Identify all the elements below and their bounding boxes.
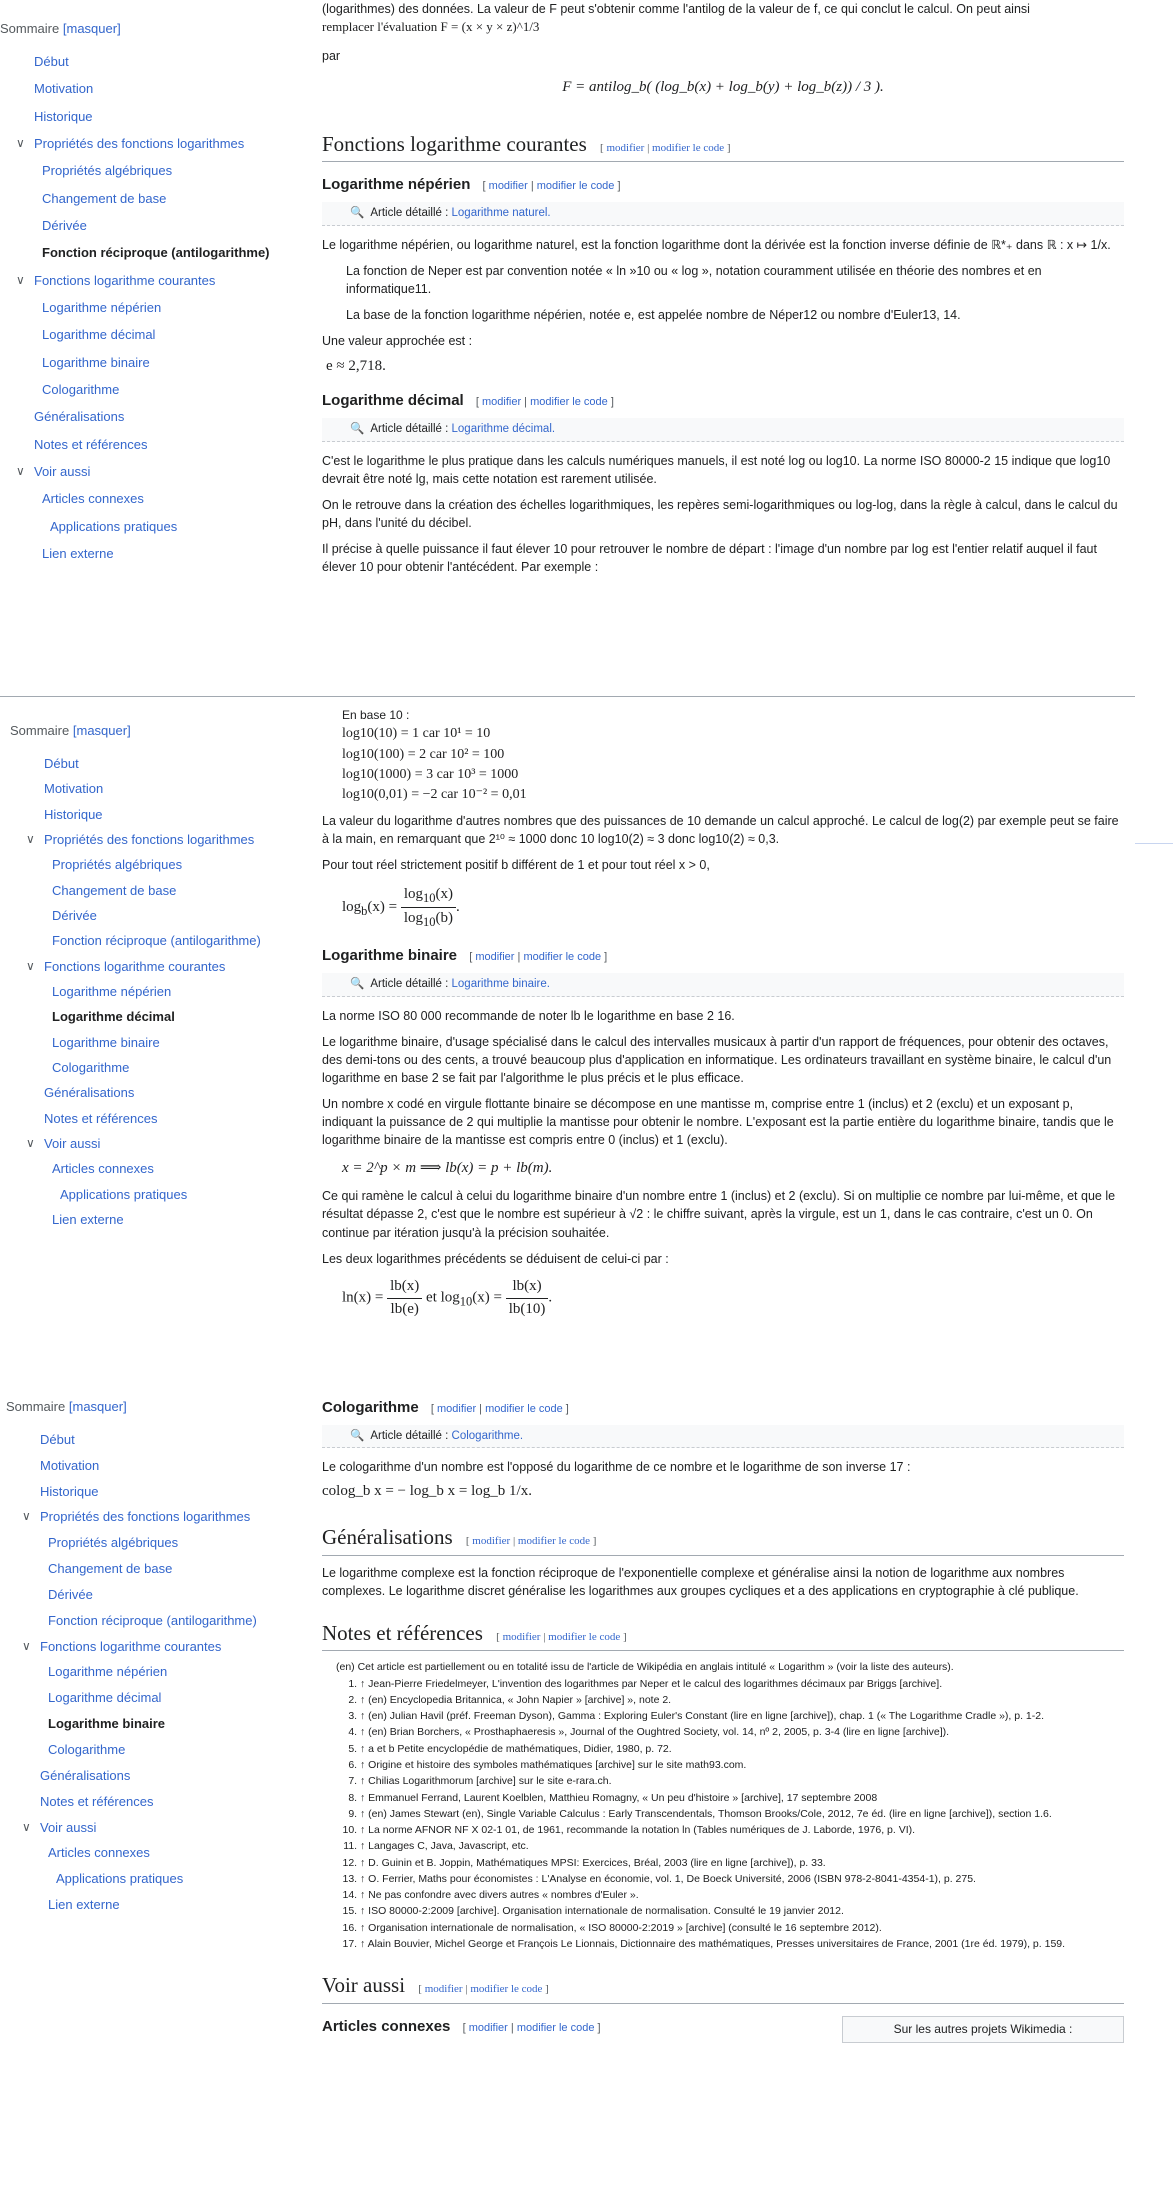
toc-entry [0,436,300,455]
toc-entry [10,958,310,977]
edit-code-link[interactable]: modifier le code [523,951,602,964]
toc-link[interactable]: Motivation [40,1457,100,1473]
toc-entry [10,1008,310,1027]
reference-item: 17. ↑ Alain Bouvier, Michel George et François Le Lionnais, Dictionnaire des mathématiques, Presses universitaires de France, 2001 (1re éd. 1979), p. 159. [360,1936,1124,1952]
paragraph: La valeur du logarithme d'autres nombres que des puissances de 10 demande un calcul approché. Le calcul de log(2) par exemple peut se faire à la main, en remarquant que 2¹⁰ ≈ 1000 donc 10 log10(2) ≈ 3 donc log10(2) ≈ 0,3. [322,813,1119,846]
toc-header [0,20,300,39]
edit-code-link[interactable]: modifier le code [470,1983,543,1996]
chevron-down-icon[interactable]: ∨ [16,464,25,478]
toc-link[interactable]: Historique [40,1483,99,1499]
toc-link[interactable]: Dérivée [52,907,97,923]
toc-entry [10,1110,310,1129]
toc-entry [6,1767,306,1786]
edit-code-link[interactable]: modifier le code [485,1403,563,1415]
toc-link[interactable]: Logarithme binaire [48,1716,166,1732]
content-panel-3 [322,1397,1124,2046]
toc-list [10,755,310,1230]
edit-code-link[interactable]: modifier le code [530,396,608,409]
toc-link[interactable]: Lien externe [42,546,114,562]
toc-link[interactable]: Logarithme népérien [42,299,162,315]
e-value: e ≈ 2,718. [326,358,386,375]
toc-toggle-button[interactable]: [masquer] [62,21,121,36]
reference-items [336,1676,1124,1953]
toc-entry [10,780,310,799]
reference-item: 7. ↑ Chilias Logarithmorum [archive] sur le site e-rara.ch. [360,1773,1124,1789]
magnifier-icon: 🔍 [350,1429,365,1442]
toc-link[interactable]: Propriétés des fonctions logarithmes [34,135,245,151]
reference-item: 11. ↑ Langages C, Java, Javascript, etc. [360,1838,1124,1854]
reference-item: 14. ↑ Ne pas confondre avec divers autres « nombres d'Euler ». [360,1887,1124,1903]
binary-formula: x = 2^p × m ⟹ lb(x) = p + lb(m). [342,1159,553,1176]
reference-item: 1. ↑ Jean-Pierre Friedelmeyer, L'invention des logarithmes par Neper et le calcul des logarithmes décimaux par Briggs [archive]. [360,1676,1124,1692]
detailed-article: 🔍 Article détaillé : Logarithme naturel. [322,202,1124,226]
content-panel-2 [322,707,1124,1320]
toc-link[interactable]: Logarithme binaire [42,354,150,370]
toc-link[interactable]: Fonction réciproque (antilogarithme) [48,1612,257,1628]
toc-link[interactable]: Changement de base [42,190,167,206]
toc-entry [10,1084,310,1103]
toc-link[interactable]: Applications pratiques [60,1186,188,1202]
chevron-down-icon[interactable]: ∨ [22,1638,31,1653]
edit-link[interactable]: modifier [475,951,515,964]
wikimedia-projects-box: Sur les autres projets Wikimedia : [842,2016,1124,2043]
section-heading-general: Généralisations [ modifier | modifier le code ] [322,1522,1124,1555]
toc-link[interactable]: Applications pratiques [50,518,178,534]
toc-entry [0,272,300,291]
paragraph: On le retrouve dans la création des échelles logarithmiques, les repères semi-logarithmiques ou log-log, dans la règle à calcul, dans le calcul du pH, dans l'unité du décibel. [322,497,1118,530]
paragraph: Un nombre x codé en virgule flottante binaire se décompose en une mantisse m, comprise entre 1 (inclus) et 2 (exclu) et un exposant p, indiquant la puissance de 2 qui multiplie la mantisse pour obtenir le nombre. L'exposant est la partie entière du logarithme binaire, tandis que le logarithme binaire de la mantisse est compris entre 0 (inclus) et 1 (exclu). [322,1097,1114,1148]
toc-title: Sommaire [0,21,60,36]
toc-entry [0,408,300,427]
edit-link[interactable]: modifier [606,141,645,154]
paragraph: Le logarithme népérien, ou logarithme naturel, est la fonction logarithme dont la dérivée est la fonction inverse définie de ℝ*₊ dans ℝ : x ↦ 1/x. [322,237,1111,252]
edit-code-link[interactable]: modifier le code [536,180,615,193]
section-heading-notes: Notes et références [ modifier | modifier le code ] [322,1618,1124,1651]
intro-par: par [322,48,341,63]
edit-code-link[interactable]: modifier le code [516,2021,595,2034]
toc-link[interactable]: Dérivée [48,1586,93,1602]
antilog-formula: F = antilog_b( (log_b(x) + log_b(y) + log_b(z)) / 3 ). [562,79,884,96]
section-heading-colog: Cologarithme [ modifier | modifier le code ] [322,1399,569,1416]
toc-link[interactable]: Propriétés algébriques [42,163,173,179]
toc-link[interactable]: Motivation [44,781,104,797]
notes-intro: (en) Cet article est partiellement ou en totalité issu de l'article de Wikipédia en anglais intitulé « Logarithm » (voir la liste des auteurs). [336,1661,954,1674]
toc-entry [6,1689,306,1708]
base10-examples [342,724,1124,805]
toc-entry [10,907,310,926]
detail-link[interactable]: Logarithme binaire. [451,977,550,990]
paragraph: La base de la fonction logarithme népérien, notée e, est appelée nombre de Néper12 ou nombre d'Euler13, 14. [346,308,961,323]
toc-link[interactable]: Fonctions logarithme courantes [34,272,216,288]
toc-link[interactable]: Changement de base [52,882,177,898]
chevron-down-icon[interactable]: ∨ [26,1136,35,1150]
toc-link[interactable]: Propriétés des fonctions logarithmes [40,1509,251,1525]
toc-link[interactable]: Articles connexes [52,1161,154,1177]
toc-link[interactable]: Voir aussi [34,464,91,479]
intro-text: (logarithmes) des données. La valeur de F peut s'obtenir comme l'antilog de la valeur de f, ce qui conclut le calcul. On peut ainsi [322,2,1030,16]
section-heading-binaire: Logarithme binaire [ modifier | modifier le code ] [322,947,608,965]
toc-entry [0,108,300,127]
toc-entry [6,1870,306,1889]
toc-link[interactable]: Début [40,1431,75,1447]
toc-link[interactable]: Fonction réciproque (antilogarithme) [52,933,261,949]
reference-item: 3. ↑ (en) Julian Havil (préf. Freeman Dyson), Gamma : Exploring Euler's Constant (lire en ligne [archive]), chap. 1 (« The Logarithme Cradle »), p. 1-2. [360,1708,1124,1724]
toc-link[interactable]: Fonctions logarithme courantes [40,1638,222,1654]
toc-entry [6,1663,306,1682]
scroll-marker [1135,843,1173,844]
toc-entry [10,1059,310,1078]
example-line: log10(1000) = 3 car 10³ = 1000 [342,766,519,782]
references-list [322,1659,1124,1952]
toc-entry [0,53,300,72]
toc-link[interactable]: Articles connexes [48,1845,150,1861]
section-heading-courantes: Fonctions logarithme courantes [ modifier | modifier le code ] [322,129,1124,162]
reference-item: 10. ↑ La norme AFNOR NF X 02-1 01, de 1961, recommande la notation ln (Tables numériques de J. Laborde, 1976, p. VI). [360,1822,1124,1838]
toc-entry [6,1431,306,1450]
toc-toggle-button[interactable]: [masquer] [68,1399,127,1414]
edit-code-link[interactable]: modifier le code [548,1630,621,1643]
toc-entry [10,882,310,901]
toc-link[interactable]: Notes et références [44,1110,158,1126]
reference-item: 15. ↑ ISO 80000-2:2009 [archive]. Organisation internationale de normalisation. Consulté le 19 janvier 2012. [360,1903,1124,1919]
toc-entry [6,1896,306,1915]
change-of-base-formula: $\log_b(x)$ = $\frac{\log_{10}(x)}{\log_{10}(b)}$ . [342,885,460,930]
toc-entry [6,1793,306,1812]
toc-entry [0,326,300,345]
section-heading-neperien: Logarithme népérien [ modifier | modifier le code ] [322,176,621,194]
toc-entry [10,1135,310,1154]
toc-entry [10,983,310,1002]
toc-link[interactable]: Fonction réciproque (antilogarithme) [42,245,270,261]
toc-entry [6,1819,306,1838]
paragraph: Le cologarithme d'un nombre est l'opposé du logarithme de ce nombre et le logarithme de son inverse 17 : [322,1460,911,1475]
toc-entry [6,1457,306,1476]
edit-code-link[interactable]: modifier le code [517,1535,590,1548]
edit-link[interactable]: modifier [502,1630,541,1643]
toc-entry [10,1034,310,1053]
toc-link[interactable]: Généralisations [40,1767,131,1783]
toc-link[interactable]: Cologarithme [42,381,120,397]
toc-link[interactable]: Notes et références [34,436,148,452]
toc-entry [0,80,300,99]
toc-link[interactable]: Logarithme binaire [52,1034,160,1050]
toc-entry [0,518,300,537]
toc-link[interactable]: Voir aussi [44,1136,101,1151]
paragraph: Le logarithme complexe est la fonction réciproque de l'exponentielle complexe et généralise ainsi la notion de logarithme aux nombres complexes. Le logarithme discret généralise les logarithmes aux groupes cycliques et a des applications en cryptographie à clé publique. [322,1565,1079,1598]
toc-toggle-button[interactable]: [masquer] [72,723,131,738]
toc-link[interactable]: Logarithme décimal [42,327,156,343]
toc-entry [0,381,300,400]
toc-entry [10,856,310,875]
toc-list [6,1431,306,1915]
toc-entry [0,135,300,154]
paragraph: Pour tout réel strictement positif b différent de 1 et pour tout réel x > 0, [322,857,710,872]
toc-link[interactable]: Début [44,755,79,771]
toc-entry [10,755,310,774]
colog-formula: colog_b x = − log_b x = log_b 1/x. [322,1482,532,1499]
magnifier-icon: 🔍 [350,207,365,220]
detailed-article: 🔍 Article détaillé : Logarithme décimal. [322,418,1124,442]
toc-link[interactable]: Lien externe [52,1212,124,1228]
magnifier-icon: 🔍 [350,422,365,435]
toc-entry [10,806,310,825]
table-of-contents [0,20,300,572]
toc-link[interactable]: Dérivée [42,217,87,233]
toc-link[interactable]: Logarithme népérien [52,983,172,999]
toc-entry [10,831,310,850]
toc-entry [6,1586,306,1605]
toc-link[interactable]: Propriétés algébriques [52,857,183,873]
detail-link[interactable]: Logarithme décimal. [451,422,556,435]
content-panel-1 [322,0,1124,576]
toc-link[interactable]: Logarithme népérien [48,1664,168,1680]
toc-header [6,1398,306,1417]
toc-entry [10,1186,310,1205]
toc-entry [10,1211,310,1230]
detail-link[interactable]: Logarithme naturel. [451,207,551,220]
toc-entry [0,217,300,236]
table-of-contents [10,722,310,1236]
reference-item: 2. ↑ (en) Encyclopedia Britannica, « John Napier » [archive] », note 2. [360,1692,1124,1708]
reference-item: 6. ↑ Origine et histoire des symboles mathématiques [archive] sur le site math93.com. [360,1757,1124,1773]
toc-link[interactable]: Lien externe [48,1897,120,1913]
toc-link[interactable]: Historique [44,806,103,822]
reference-item: 5. ↑ a et b Petite encyclopédie de mathématiques, Didier, 1980, p. 72. [360,1741,1124,1757]
paragraph: Le logarithme binaire, d'usage spécialisé dans le calcul des intervalles musicaux à partir d'un rapport de fréquences, pour obtenir des octaves, des demi-tons ou des cents, a trouvé beaucoup plus d'application en informatique. Les ordinateurs travaillant en système binaire, le calcul d'un logarithme en base 2 se fait par l'algorithme le plus précis et le plus efficace. [322,1034,1112,1085]
toc-entry [0,162,300,181]
toc-entry [6,1638,306,1657]
paragraph: Les deux logarithmes précédents se déduisent de celui-ci par : [322,1251,669,1266]
edit-link[interactable]: modifier [424,1983,463,1996]
example-line: log10(10) = 1 car 10¹ = 10 [342,726,491,742]
ln-log10-formula: ln(x) = $\frac{lb(x)}{lb(e)}$ et $\log_{10}(x)$ = $\frac{lb(x)}{lb(10)}$ . [342,1277,553,1317]
chevron-down-icon[interactable]: ∨ [22,1509,31,1524]
reference-item: 13. ↑ O. Ferrier, Maths pour économistes : L'Analyse en économie, vol. 1, De Boeck Université, 2006 (ISBN 978-2-8041-4354-1), p. 275. [360,1871,1124,1887]
edit-link[interactable]: modifier [482,396,522,409]
base10-label: En base 10 : [342,708,410,722]
section-heading-connexes: Articles connexes [ modifier | modifier le code ] [322,2017,601,2035]
edit-link[interactable]: modifier [488,180,528,193]
intro-eval: remplacer l'évaluation F = (x × y × z)^1/3 [322,19,540,35]
chevron-down-icon[interactable]: ∨ [26,831,35,846]
toc-entry [6,1844,306,1863]
toc-entry [0,463,300,482]
chevron-down-icon[interactable]: ∨ [16,272,25,287]
example-line: log10(100) = 2 car 10² = 100 [342,746,505,762]
toc-link[interactable]: Logarithme décimal [48,1690,162,1706]
reference-item: 16. ↑ Organisation internationale de normalisation, « ISO 80000-2:2019 » [archive] (consulté le 16 septembre 2012). [360,1920,1124,1936]
paragraph: La fonction de Neper est par convention notée « ln »10 ou « log », notation couramment utilisée en théorie des nombres et en informatique11. [346,263,1042,296]
toc-link[interactable]: Historique [34,108,93,124]
toc-header [10,722,310,741]
edit-link[interactable]: modifier [472,1535,511,1548]
toc-entry [6,1508,306,1527]
toc-title: Sommaire [10,723,70,738]
toc-list [0,53,300,564]
reference-item: 12. ↑ D. Guinin et B. Joppin, Mathématiques MPSI: Exercices, Bréal, 2003 (lire en ligne [archive]), p. 33. [360,1855,1124,1871]
toc-link[interactable]: Articles connexes [42,491,144,507]
toc-entry [10,932,310,951]
example-line: log10(0,01) = −2 car 10⁻² = 0,01 [342,787,527,803]
section-heading-voir: Voir aussi [ modifier | modifier le code ] [322,1970,1124,2003]
detailed-article: 🔍 Article détaillé : Cologarithme. [322,1425,1124,1449]
screenshot-divider [0,696,1135,697]
toc-entry [6,1483,306,1502]
toc-link[interactable]: Généralisations [44,1085,135,1101]
reference-item: 8. ↑ Emmanuel Ferrand, Laurent Koelblen, Matthieu Romagny, « Un peu d'histoire » [archive], 17 septembre 2008 [360,1790,1124,1806]
paragraph: La norme ISO 80 000 recommande de noter lb le logarithme en base 2 16. [322,1008,735,1023]
toc-entry [6,1560,306,1579]
toc-entry [6,1534,306,1553]
toc-link[interactable]: Propriétés algébriques [48,1535,179,1551]
toc-entry [6,1715,306,1734]
toc-entry [10,1160,310,1179]
toc-entry [0,545,300,564]
toc-link[interactable]: Notes et références [40,1793,154,1809]
toc-entry [0,299,300,318]
toc-link[interactable]: Voir aussi [40,1819,97,1835]
table-of-contents [6,1398,306,1922]
toc-title: Sommaire [6,1399,66,1414]
toc-entry [0,244,300,263]
edit-link[interactable]: modifier [436,1403,477,1415]
toc-entry [0,490,300,509]
toc-entry [0,354,300,373]
chevron-down-icon[interactable]: ∨ [22,1819,31,1834]
detail-link[interactable]: Cologarithme. [451,1429,524,1442]
magnifier-icon: 🔍 [350,977,365,990]
toc-link[interactable]: Changement de base [48,1561,173,1577]
toc-entry [0,190,300,209]
toc-link[interactable]: Début [34,53,69,69]
detailed-article: 🔍 Article détaillé : Logarithme binaire. [322,973,1124,997]
edit-link[interactable]: modifier [468,2021,508,2034]
toc-link[interactable]: Propriétés des fonctions logarithmes [44,831,255,847]
chevron-down-icon[interactable]: ∨ [16,135,25,150]
toc-link[interactable]: Fonctions logarithme courantes [44,958,226,974]
toc-link[interactable]: Cologarithme [48,1741,126,1757]
toc-link[interactable]: Cologarithme [52,1059,130,1075]
toc-link[interactable]: Généralisations [34,409,125,425]
voir-aussi-row [322,2016,1124,2046]
toc-entry [6,1741,306,1760]
paragraph: Il précise à quelle puissance il faut élever 10 pour retrouver le nombre de départ : l'image d'un nombre par log est l'entier relatif auquel il faut élever 10 pour obtenir l'antécédent. Par exemple : [322,542,1097,575]
edit-code-link[interactable]: modifier le code [652,141,725,154]
reference-item: 4. ↑ (en) Brian Borchers, « Prosthaphaeresis », Journal of the Oughtred Society, vol. 14, nº 2, 2005, p. 3-4 (lire en ligne [archive]). [360,1724,1124,1740]
toc-link[interactable]: Motivation [34,81,94,97]
reference-item: 9. ↑ (en) James Stewart (en), Single Variable Calculus : Early Transcendentals, Thomson Brooks/Cole, 2012, 7e éd. (lire en ligne [archive]), section 1.6. [360,1806,1124,1822]
paragraph: C'est le logarithme le plus pratique dans les calculs numériques manuels, il est noté log ou log10. La norme ISO 80000-2 15 indique que log10 devrait être noté lg, mais cette notation est rarement utilisée. [322,453,1111,486]
toc-link[interactable]: Applications pratiques [56,1871,184,1887]
paragraph: Une valeur approchée est : [322,334,473,349]
section-heading-decimal: Logarithme décimal [ modifier | modifier le code ] [322,392,614,410]
chevron-down-icon[interactable]: ∨ [26,958,35,973]
toc-entry [6,1612,306,1631]
paragraph: Ce qui ramène le calcul à celui du logarithme binaire d'un nombre entre 1 (inclus) et 2 (exclu). Si on multiplie ce nombre par lui-même, et que le résultat dépasse 2, c'est que le nombre est supérieur à √2 : le chiffre suivant, après la virgule, est un 1, dans le cas contraire, c'est un 0. On continue par itération jusqu'à la précision souhaitée. [322,1189,1116,1240]
toc-link[interactable]: Logarithme décimal [52,1009,175,1025]
